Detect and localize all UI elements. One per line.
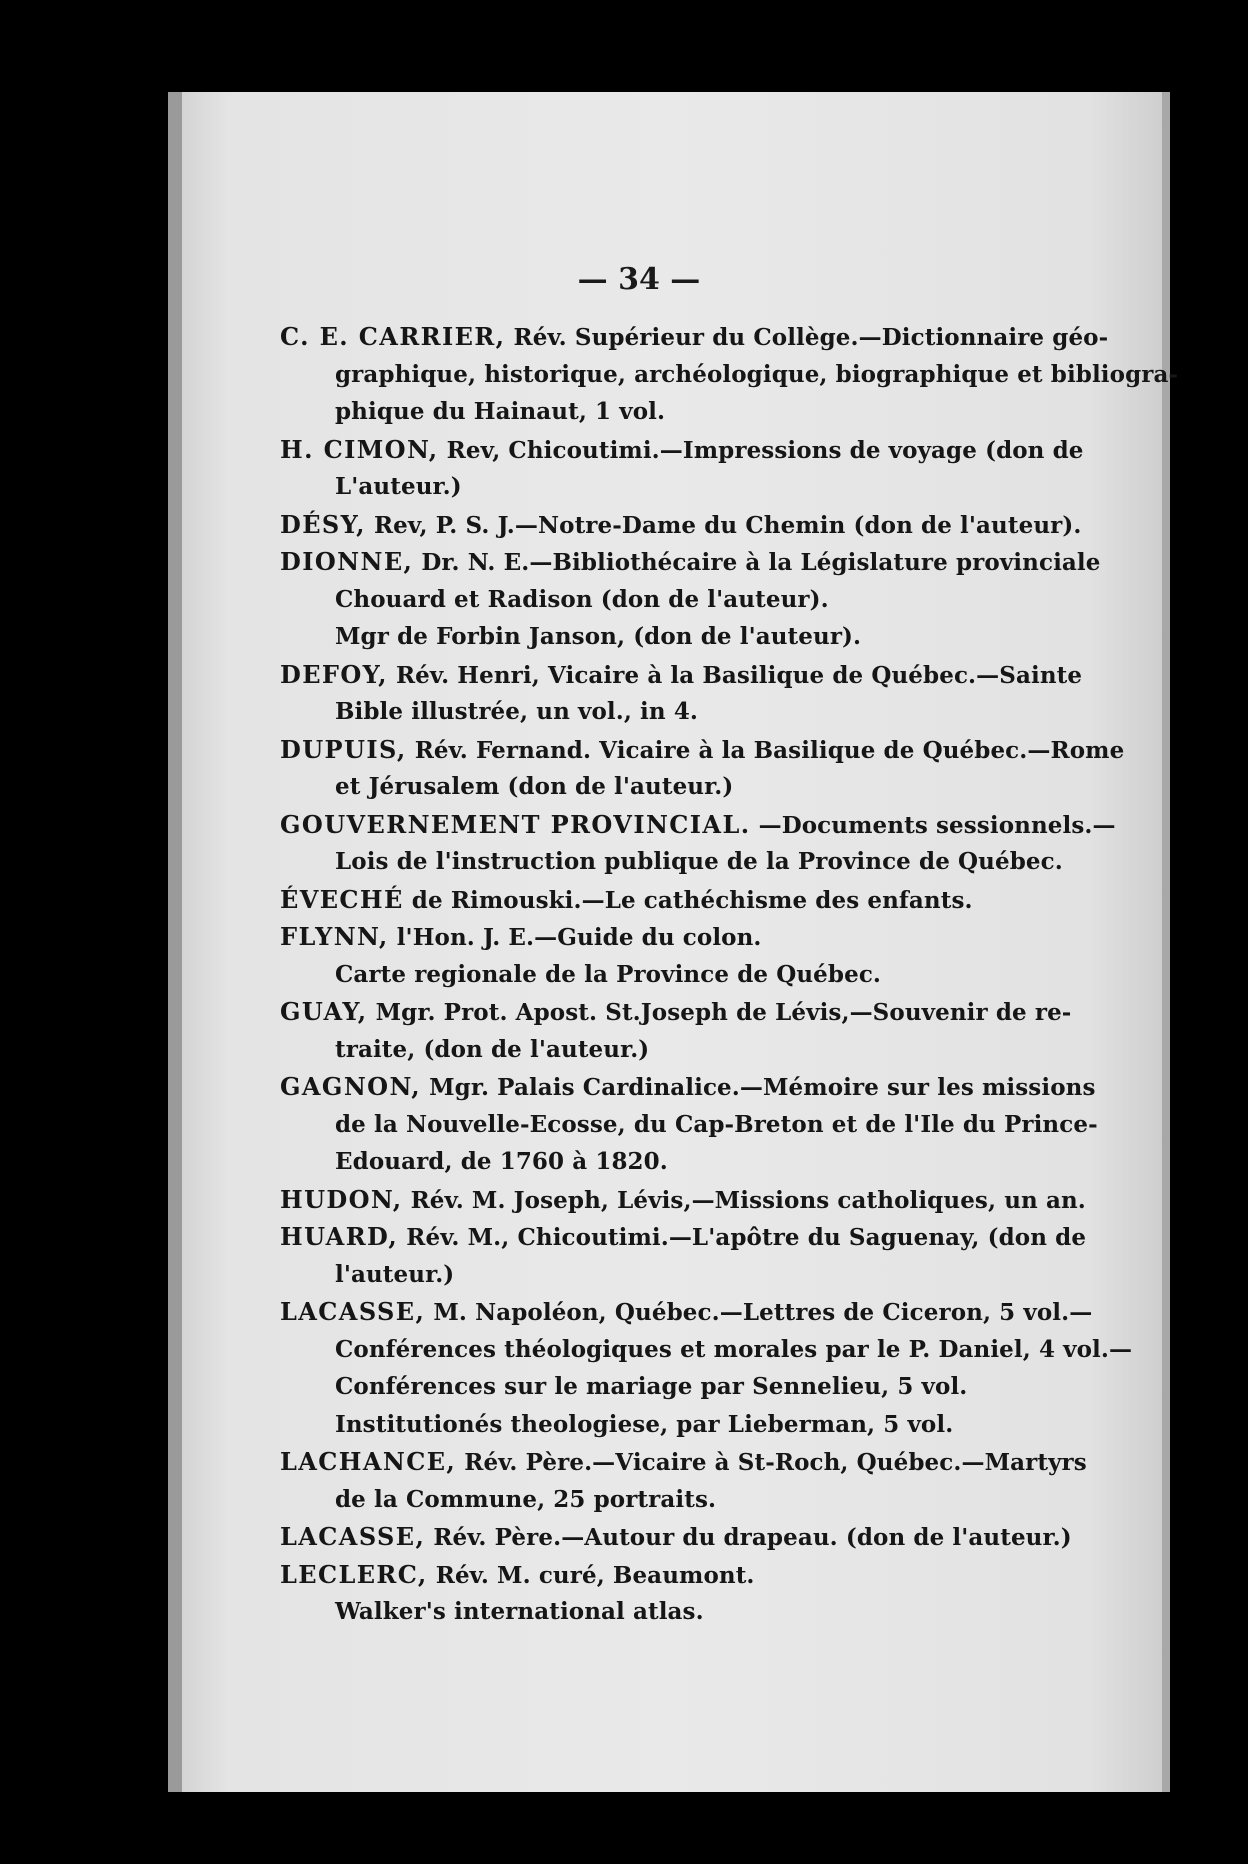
donor-name: FLYNN,: [280, 922, 389, 951]
entry-text: Rév. M., Chicoutimi.—L'apôtre du Saguenay, (don de: [406, 1224, 1087, 1251]
entry-continuation-line: [280, 1256, 1040, 1294]
entry-text: Rév. Henri, Vicaire à la Basilique de Québec.—Sainte: [395, 661, 1083, 689]
entry-text: Rév. Supérieur du Collège.—Dictionnaire géo-: [513, 324, 1109, 351]
entry-continuation-line: [280, 693, 1040, 731]
entry-text: de Rimouski.—Le cathéchisme des enfants.: [411, 886, 973, 914]
entry-continuation-line: [280, 468, 1040, 506]
entry-text: de la Commune, 25 portraits.: [335, 1485, 717, 1513]
page-number: — 34 —: [577, 262, 701, 297]
entry-text: l'Hon. J. E.—Guide du colon.: [396, 924, 762, 951]
donor-entry: [280, 656, 1083, 731]
entry-text: —Documents sessionnels.—: [758, 811, 1116, 839]
entry-first-line: [280, 881, 1040, 919]
entry-text: Dr. N. E.—Bibliothécaire à la Législature provinciale: [421, 549, 1101, 576]
entry-continuation-line: [280, 1031, 1040, 1069]
entry-text: Edouard, de 1760 à 1820.: [335, 1148, 668, 1175]
entry-text: Rév. M. Joseph, Lévis,—Missions catholiques, un an.: [410, 1186, 1086, 1214]
entry-first-line: [280, 431, 1084, 469]
entry-text: Chouard et Radison (don de l'auteur).: [335, 585, 829, 613]
donor-name: LACHANCE,: [280, 1447, 457, 1476]
entry-text: Institutionés theologiese, par Lieberman, 5 vol.: [335, 1410, 954, 1438]
donor-name: HUDON,: [280, 1184, 403, 1214]
donor-entry: [280, 993, 1072, 1068]
entry-first-line: [280, 543, 1101, 581]
donor-entry: [280, 1556, 1040, 1631]
entry-first-line: [280, 918, 1040, 956]
entry-text: phique du Hainaut, 1 vol.: [335, 398, 666, 425]
entry-continuation-line: [280, 843, 1063, 881]
entry-text: de la Nouvelle-Ecosse, du Cap-Breton et de l'Ile du Prince-: [335, 1110, 1098, 1138]
donor-entry: [280, 1218, 1087, 1293]
donor-entry: [280, 1181, 1086, 1219]
entry-text: l'auteur.): [335, 1260, 455, 1288]
donor-entry: [280, 1443, 1087, 1518]
entry-first-line: [280, 1218, 1087, 1256]
entry-continuation-line: [280, 356, 1179, 394]
donor-name: LECLERC,: [280, 1559, 428, 1589]
entry-text: Mgr de Forbin Janson, (don de l'auteur).: [335, 623, 862, 650]
entry-text: Conférences théologiques et morales par le P. Daniel, 4 vol.—: [335, 1335, 1133, 1363]
entry-continuation-line: [280, 1406, 1040, 1444]
entry-continuation-line: [280, 768, 1040, 806]
donor-name: LACASSE,: [280, 1522, 426, 1551]
entry-continuation-line: [280, 956, 1040, 994]
entry-first-line: [280, 731, 1125, 769]
entry-text: et Jérusalem (don de l'auteur.): [335, 773, 734, 800]
donor-entry: [280, 1293, 1133, 1443]
entry-text: Carte regionale de la Province de Québec.: [335, 960, 882, 988]
entry-continuation-line: [280, 1331, 1133, 1369]
donor-name: DUPUIS,: [280, 734, 407, 764]
entry-first-line: [280, 993, 1072, 1031]
entry-continuation-line: [280, 1106, 1098, 1144]
entry-first-line: [280, 1518, 1072, 1556]
binding-shadow-left: [168, 92, 182, 1792]
entry-text: traite, (don de l'auteur.): [335, 1035, 650, 1063]
donor-name: LACASSE,: [280, 1297, 426, 1326]
donor-entry: [280, 1068, 1098, 1181]
entry-continuation-line: [280, 1593, 1040, 1631]
donor-entry: [280, 806, 1116, 881]
entry-text: Rév. Père.—Vicaire à St-Roch, Québec.—Martyrs: [464, 1449, 1087, 1476]
entry-continuation-line: [280, 618, 1040, 656]
entry-continuation-line: [280, 393, 1040, 431]
donor-name: GUAY,: [280, 997, 368, 1026]
entry-first-line: [280, 1443, 1087, 1481]
entry-first-line: [280, 656, 1083, 694]
entry-continuation-line: [280, 581, 1040, 619]
donor-entry: [280, 431, 1084, 506]
entry-text: Lois de l'instruction publique de la Province de Québec.: [335, 848, 1063, 875]
entry-text: Rév. Fernand. Vicaire à la Basilique de Québec.—Rome: [414, 736, 1125, 764]
donor-list: [280, 318, 1179, 1631]
donor-name: ÉVECHÉ: [280, 884, 404, 914]
entry-first-line: [280, 1556, 1040, 1594]
entry-first-line: [280, 318, 1109, 356]
entry-text: L'auteur.): [335, 473, 462, 500]
entry-text: graphique, historique, archéologique, biographique et bibliogra-: [335, 360, 1179, 388]
entry-first-line: [280, 506, 1082, 544]
entry-text: Rev, P. S. J.—Notre-Dame du Chemin (don de l'auteur).: [373, 511, 1082, 539]
donor-name: GAGNON,: [280, 1072, 422, 1101]
donor-entry: [280, 1518, 1072, 1556]
entry-text: Conférences sur le mariage par Sennelieu, 5 vol.: [335, 1373, 968, 1400]
donor-name: DEFOY,: [280, 659, 388, 689]
donor-entry: [280, 318, 1179, 431]
entry-text: M. Napoléon, Québec.—Lettres de Ciceron, 5 vol.—: [433, 1299, 1093, 1326]
donor-entry: [280, 731, 1125, 806]
entry-text: Bible illustrée, un vol., in 4.: [335, 698, 699, 725]
donor-name: DIONNE,: [280, 547, 414, 576]
entry-text: Mgr. Palais Cardinalice.—Mémoire sur les missions: [429, 1074, 1096, 1101]
entry-continuation-line: [280, 1143, 1040, 1181]
entry-continuation-line: [280, 1481, 1040, 1519]
binding-shadow-right: [1162, 92, 1170, 1792]
donor-entry: [280, 543, 1101, 656]
entry-text: Walker's international atlas.: [335, 1598, 704, 1625]
donor-name: C. E. CARRIER,: [280, 322, 506, 351]
entry-text: Rev, Chicoutimi.—Impressions de voyage (don de: [446, 436, 1084, 464]
donor-entry: [280, 506, 1082, 544]
entry-continuation-line: [280, 1368, 1040, 1406]
donor-entry: [280, 918, 1040, 993]
entry-text: Rév. Père.—Autour du drapeau. (don de l'auteur.): [433, 1524, 1072, 1551]
donor-entry: [280, 881, 1040, 919]
donor-name: HUARD,: [280, 1222, 399, 1251]
entry-text: Mgr. Prot. Apost. St.Joseph de Lévis,—Souvenir de re-: [375, 999, 1072, 1026]
entry-first-line: [280, 806, 1116, 844]
donor-name: DÉSY,: [280, 509, 366, 539]
donor-name: H. CIMON,: [280, 434, 439, 464]
entry-text: Rév. M. curé, Beaumont.: [435, 1561, 755, 1589]
donor-name: GOUVERNEMENT PROVINCIAL.: [280, 809, 751, 839]
entry-first-line: [280, 1293, 1093, 1331]
entry-first-line: [280, 1181, 1086, 1219]
entry-first-line: [280, 1068, 1096, 1106]
